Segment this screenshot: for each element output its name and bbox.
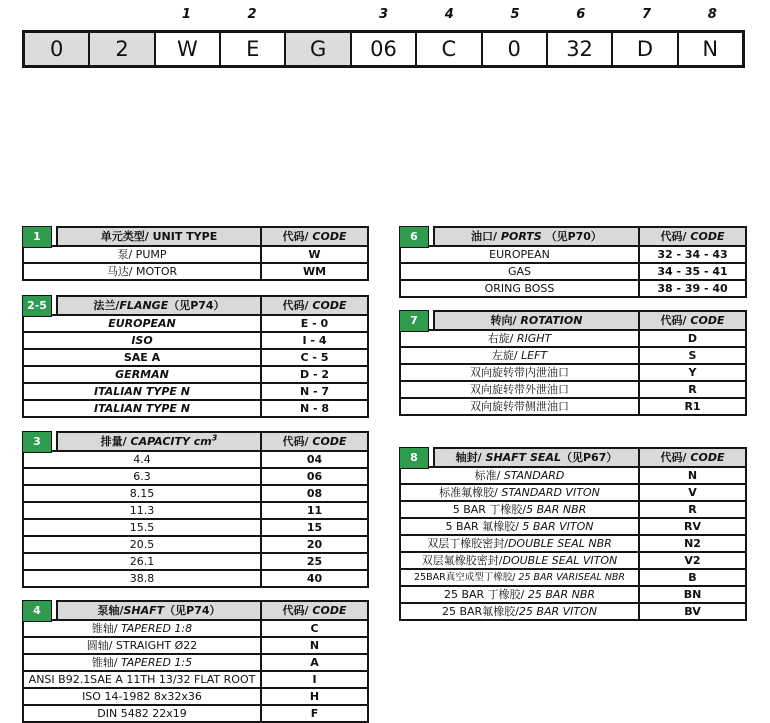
row-label: 25 BAR 丁橡胶/ 25 BAR NBR xyxy=(399,585,640,604)
row-label: SAE A xyxy=(22,348,262,367)
table-title: 排量/ CAPACITY $cm^3$ xyxy=(56,431,262,452)
row-code: BV xyxy=(638,602,747,621)
row-code: 11 xyxy=(260,501,369,520)
row-code: N xyxy=(638,466,747,485)
code-column-header: 代码/ CODE xyxy=(260,226,369,247)
row-code: I xyxy=(260,670,369,689)
row-code: 04 xyxy=(260,450,369,469)
table-title: 转向/ ROTATION xyxy=(433,310,640,331)
position-label-3: 3 xyxy=(379,7,389,22)
row-code: 40 xyxy=(260,569,369,588)
code-column-header: 代码/ CODE xyxy=(638,447,747,468)
table-title: 轴封/ SHAFT SEAL（见P67） xyxy=(433,447,640,468)
position-label-1: 1 xyxy=(181,7,191,22)
row-code: D - 2 xyxy=(260,365,369,384)
row-label: ITALIAN TYPE N xyxy=(22,382,262,401)
table-row xyxy=(22,704,369,723)
position-label-6: 6 xyxy=(576,7,586,22)
order-code-cell: C xyxy=(415,33,480,65)
row-label: ANSI B92.1SAE A 11TH 13/32 FLAT ROOT xyxy=(22,670,262,689)
table-capacity xyxy=(22,431,369,588)
order-code-cell: 0 xyxy=(481,33,546,65)
position-label-2: 2 xyxy=(247,7,257,22)
row-label: 26.1 xyxy=(22,552,262,571)
row-label: 双向旋转带内泄油口 xyxy=(399,363,640,382)
order-code-cell: 32 xyxy=(546,33,611,65)
code-column-header: 代码/ CODE xyxy=(638,310,747,331)
row-code: E - 0 xyxy=(260,314,369,333)
position-label-empty xyxy=(22,4,88,26)
row-label: GERMAN xyxy=(22,365,262,384)
code-column-header: 代码/ CODE xyxy=(260,295,369,316)
table-title: 泵轴/SHAFT（见P74） xyxy=(56,600,262,621)
order-code-cell: N xyxy=(677,33,742,65)
order-code-cell: 06 xyxy=(350,33,415,65)
row-code: 06 xyxy=(260,467,369,486)
section-number-badge: 3 xyxy=(22,431,52,453)
row-code: N xyxy=(260,636,369,655)
row-label: ORING BOSS xyxy=(399,279,640,298)
row-code: C - 5 xyxy=(260,348,369,367)
order-code-cell: W xyxy=(154,33,219,65)
row-label: 右旋/ RIGHT xyxy=(399,329,640,348)
row-label: 11.3 xyxy=(22,501,262,520)
position-label-5: 5 xyxy=(510,7,520,22)
row-label: ITALIAN TYPE N xyxy=(22,399,262,418)
row-label: 双层丁橡胶密封/DOUBLE SEAL NBR xyxy=(399,534,640,553)
row-code: N2 xyxy=(638,534,747,553)
table-row xyxy=(22,399,369,418)
row-code: V2 xyxy=(638,551,747,570)
row-label: 锥轴/ TAPERED 1:5 xyxy=(22,653,262,672)
row-label: DIN 5482 22x19 xyxy=(22,704,262,723)
row-label: EUROPEAN xyxy=(399,245,640,264)
row-code: R xyxy=(638,500,747,519)
row-code: N - 7 xyxy=(260,382,369,401)
position-label-4: 4 xyxy=(444,7,454,22)
table-row xyxy=(399,602,747,621)
row-code: F xyxy=(260,704,369,723)
table-ports xyxy=(399,226,747,298)
table-shaft-seal xyxy=(399,447,747,621)
section-number-badge: 1 xyxy=(22,226,52,248)
row-label: 4.4 xyxy=(22,450,262,469)
row-label: 20.5 xyxy=(22,535,262,554)
table-header xyxy=(22,431,369,452)
row-label: 8.15 xyxy=(22,484,262,503)
table-header xyxy=(399,310,747,331)
row-label: 25BAR真空成型丁橡胶/ 25 BAR VARISEAL NBR xyxy=(399,568,640,587)
section-number-badge: 4 xyxy=(22,600,52,622)
table-row xyxy=(22,262,369,281)
section-number-badge: 2-5 xyxy=(22,295,52,317)
order-code-cell: E xyxy=(219,33,284,65)
row-code: 34 - 35 - 41 xyxy=(638,262,747,281)
position-number-row xyxy=(22,4,745,26)
row-code: RV xyxy=(638,517,747,536)
row-code: B xyxy=(638,568,747,587)
code-column-header: 代码/ CODE xyxy=(260,431,369,452)
row-code: 20 xyxy=(260,535,369,554)
table-shaft xyxy=(22,600,369,723)
row-label: 25 BAR氟橡胶/25 BAR VITON xyxy=(399,602,640,621)
row-label: 标准/ STANDARD xyxy=(399,466,640,485)
row-label: ISO 14-1982 8x32x36 xyxy=(22,687,262,706)
table-header xyxy=(22,226,369,247)
row-code: A xyxy=(260,653,369,672)
row-code: WM xyxy=(260,262,369,281)
table-title: 油口/ PORTS （见P70） xyxy=(433,226,640,247)
row-label: 左旋/ LEFT xyxy=(399,346,640,365)
position-label-empty xyxy=(88,4,154,26)
row-label: ISO xyxy=(22,331,262,350)
position-label-7: 7 xyxy=(641,7,651,22)
position-label-8: 8 xyxy=(707,7,717,22)
table-header xyxy=(22,600,369,621)
table-row xyxy=(399,279,747,298)
row-label: 双向旋转带侧泄油口 xyxy=(399,397,640,416)
table-row xyxy=(22,569,369,588)
order-code-cell: D xyxy=(611,33,676,65)
row-label: 双层氟橡胶密封/DOUBLE SEAL VITON xyxy=(399,551,640,570)
row-code: C xyxy=(260,619,369,638)
row-code: 08 xyxy=(260,484,369,503)
row-label: GAS xyxy=(399,262,640,281)
row-code: R1 xyxy=(638,397,747,416)
row-label: 泵/ PUMP xyxy=(22,245,262,264)
position-label-empty xyxy=(285,4,351,26)
row-code: H xyxy=(260,687,369,706)
section-number-badge: 7 xyxy=(399,310,429,332)
order-code-row xyxy=(22,30,745,68)
row-code: N - 8 xyxy=(260,399,369,418)
row-label: 圆轴/ STRAIGHT Ø22 xyxy=(22,636,262,655)
order-code-cell: G xyxy=(284,33,349,65)
row-code: BN xyxy=(638,585,747,604)
code-column-header: 代码/ CODE xyxy=(638,226,747,247)
row-label: 马达/ MOTOR xyxy=(22,262,262,281)
row-code: 15 xyxy=(260,518,369,537)
row-code: 25 xyxy=(260,552,369,571)
table-flange xyxy=(22,295,369,418)
row-label: 15.5 xyxy=(22,518,262,537)
row-label: 锥轴/ TAPERED 1:8 xyxy=(22,619,262,638)
row-code: W xyxy=(260,245,369,264)
table-header xyxy=(399,226,747,247)
row-label: 5 BAR 氟橡胶/ 5 BAR VITON xyxy=(399,517,640,536)
row-label: 6.3 xyxy=(22,467,262,486)
section-number-badge: 6 xyxy=(399,226,429,248)
table-title: 单元类型/ UNIT TYPE xyxy=(56,226,262,247)
section-number-badge: 8 xyxy=(399,447,429,469)
table-title: 法兰/FLANGE（见P74） xyxy=(56,295,262,316)
row-code: I - 4 xyxy=(260,331,369,350)
table-header xyxy=(399,447,747,468)
row-code: 38 - 39 - 40 xyxy=(638,279,747,298)
table-row xyxy=(399,397,747,416)
row-label: 38.8 xyxy=(22,569,262,588)
row-code: V xyxy=(638,483,747,502)
order-code-cell: 0 xyxy=(25,33,88,65)
row-code: S xyxy=(638,346,747,365)
row-label: EUROPEAN xyxy=(22,314,262,333)
row-code: Y xyxy=(638,363,747,382)
row-label: 标准氟橡胶/ STANDARD VITON xyxy=(399,483,640,502)
row-code: 32 - 34 - 43 xyxy=(638,245,747,264)
table-header xyxy=(22,295,369,316)
table-unit-type xyxy=(22,226,369,281)
row-code: R xyxy=(638,380,747,399)
order-code-cell: 2 xyxy=(88,33,153,65)
row-code: D xyxy=(638,329,747,348)
row-label: 双向旋转带外泄油口 xyxy=(399,380,640,399)
code-column-header: 代码/ CODE xyxy=(260,600,369,621)
row-label: 5 BAR 丁橡胶/5 BAR NBR xyxy=(399,500,640,519)
table-rotation xyxy=(399,310,747,416)
